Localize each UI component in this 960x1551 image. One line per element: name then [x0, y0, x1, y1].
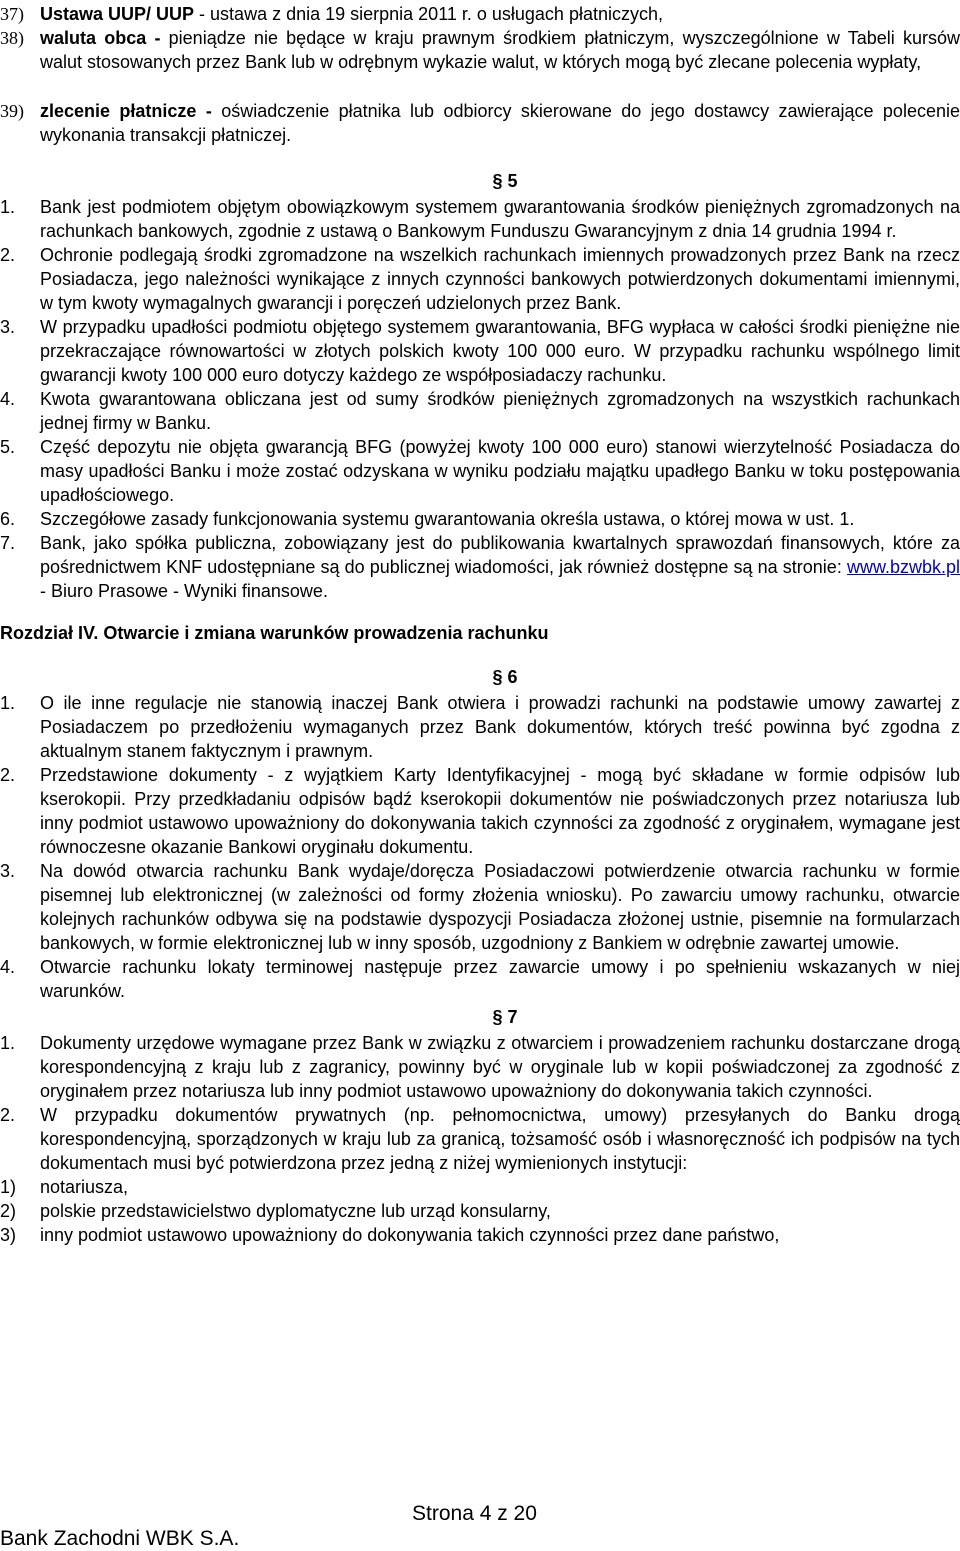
- sub-list-item: [0, 1223, 960, 1247]
- item-number: 1.: [0, 197, 16, 217]
- definition-item: [0, 2, 960, 26]
- list-item: [0, 1103, 960, 1175]
- item-text: Ochronie podlegają środki zgromadzone na wszelkich rachunkach imiennych prowadzonych przez Bank na rzecz Posiadacza, jego należności wynikające z innych czynności bankowych potwierdzonych dokumentami imiennymi, w tym kwoty wymagalnych gwarancji i poręczeń udzielonych przez Bank.: [40, 245, 960, 313]
- item-text: - Biuro Prasowe - Wyniki finansowe.: [40, 581, 328, 601]
- definition-text: pieniądze nie będące w kraju prawnym środkiem płatniczym, wyszczególnione w Tabeli kursów walut stosowanych przez Bank lub w odrębnym wykazie walut, w których mogą być zlecane polecenia wypłaty,: [40, 28, 960, 72]
- footer-bank-name: Bank Zachodni WBK S.A.: [0, 1527, 240, 1550]
- definition-number: 39): [0, 101, 24, 121]
- chapter-heading: Rozdział IV. Otwarcie i zmiana warunków prowadzenia rachunku: [0, 623, 549, 643]
- item-text: W przypadku dokumentów prywatnych (np. pełnomocnictwa, umowy) przesyłanych do Banku drogą korespondencyjną, sporządzonych w kraju lub za granicą, tożsamość osób i własnoręczność ich podpisów na tych dokumentach musi być potwierdzona przez jedną z niżej wymienionych instytucji:: [40, 1105, 960, 1173]
- item-number: 2.: [0, 765, 16, 785]
- item-text: Bank jest podmiotem objętym obowiązkowym systemem gwarantowania środków pieniężnych zgromadzonych na rachunkach bankowych, zgodnie z ustawą o Bankowym Funduszu Gwarancyjnym z dnia 14 grudnia 1994 r.: [40, 197, 960, 241]
- item-text: W przypadku upadłości podmiotu objętego systemem gwarantowania, BFG wypłaca w całości środki pieniężne nie przekraczające równowartości w złotych polskich kwoty 100 000 euro. W przypadku rachunku wspólnego limit gwarancji kwoty 100 000 euro dotyczy każdego ze współposiadaczy rachunku.: [40, 317, 960, 385]
- section-sign: §: [492, 171, 508, 191]
- section-mark-6: [0, 665, 960, 689]
- sub-list-item: [0, 1199, 960, 1223]
- item-number: 2.: [0, 245, 16, 265]
- item-text: Na dowód otwarcia rachunku Bank wydaje/doręcza Posiadaczowi potwierdzenie otwarcia rachunku w formie pisemnej lub elektronicznej (w zależności od formy złożenia wniosku). Po zawarciu umowy rachunku, otwarcie kolejnych rachunków odbywa się na podstawie dyspozycji Posiadacza złożonej ustnie, pisemnie na formularzach bankowych, w formie elektronicznej lub w inny sposób, uzgodniony z Bankiem w odrębnie zawartej umowie.: [40, 861, 960, 953]
- list-item: [0, 859, 960, 955]
- item-number: 5.: [0, 437, 16, 457]
- sub-list-item: [0, 1175, 960, 1199]
- definitions-list: [0, 2, 960, 147]
- item-text: Przedstawione dokumenty - z wyjątkiem Karty Identyfikacyjnej - mogą być składane w formie odpisów lub kserokopii. Przy przedkładaniu odpisów bądź kserokopii dokumentów nie poświadczonych przez notariusza lub inny podmiot ustawowo upoważniony do dokonywania takich czynności za zgodność z oryginałem, wymagane jest równoczesne okazanie Bankowi oryginału dokumentu.: [40, 765, 960, 857]
- sub-item-number: 1): [0, 1177, 17, 1197]
- section-number: 5: [507, 171, 518, 191]
- item-text: Otwarcie rachunku lokaty terminowej następuje przez zawarcie umowy i po spełnieniu wskazanych w niej warunków.: [40, 957, 960, 1001]
- item-text: Bank, jako spółka publiczna, zobowiązany jest do publikowania kwartalnych sprawozdań finansowych, które za pośrednictwem KNF udostępniane są do publicznej wiadomości, jak również dostępne są na stronie:: [40, 533, 960, 577]
- definition-number: 37): [0, 4, 24, 24]
- list-item: [0, 315, 960, 387]
- item-number: 6.: [0, 509, 16, 529]
- section-6-items: [0, 691, 960, 1003]
- section-5-items: [0, 195, 960, 603]
- definition-text: - ustawa z dnia 19 sierpnia 2011 r. o usługach płatniczych,: [194, 4, 663, 24]
- sub-item-number: 2): [0, 1201, 17, 1221]
- list-item: [0, 955, 960, 1003]
- list-item: [0, 435, 960, 507]
- section-7-items: [0, 1031, 960, 1247]
- item-text: Część depozytu nie objęta gwarancją BFG (powyżej kwoty 100 000 euro) stanowi wierzytelność Posiadacza do masy upadłości Banku i może zostać odzyskana w wyniku podziału majątku upadłego Banku w toku postępowania upadłościowego.: [40, 437, 960, 505]
- list-item: [0, 195, 960, 243]
- definition-item: [0, 99, 960, 147]
- bzwbk-website-link[interactable]: www.bzwbk.pl: [846, 557, 960, 577]
- section-number: 6: [507, 667, 518, 687]
- item-number: 3.: [0, 317, 16, 337]
- section-number: 7: [507, 1007, 518, 1027]
- item-number: 4.: [0, 957, 16, 977]
- item-text: Dokumenty urzędowe wymagane przez Bank w związku z otwarciem i prowadzeniem rachunku dostarczane drogą korespondencyjną z kraju lub z zagranicy, powinny być w oryginale lub w kopii poświadczonej za zgodność z oryginałem przez notariusza lub inny podmiot ustawowo upoważniony do dokonywania takich czynności.: [40, 1033, 960, 1101]
- item-number: 3.: [0, 861, 16, 881]
- item-text: O ile inne regulacje nie stanowią inaczej Bank otwiera i prowadzi rachunki na podstawie umowy zawartej z Posiadaczem po przedłożeniu wymaganych przez Bank dokumentów, których treść powinna być zgodna z aktualnym stanem faktycznym i prawnym.: [40, 693, 960, 761]
- section-mark-7: [0, 1005, 960, 1029]
- item-text: Kwota gwarantowana obliczana jest od sumy środków pieniężnych zgromadzonych na wszystkich rachunkach jednej firmy w Banku.: [40, 389, 960, 433]
- list-item: [0, 387, 960, 435]
- definition-item: [0, 26, 960, 74]
- list-item: [0, 691, 960, 763]
- definition-text: oświadczenie płatnika lub odbiorcy skierowane do jego dostawcy zawierające polecenie wykonania transakcji płatniczej.: [40, 101, 960, 145]
- list-item: [0, 1031, 960, 1103]
- list-item: [0, 243, 960, 315]
- sub-item-text: inny podmiot ustawowo upoważniony do dokonywania takich czynności przez dane państwo,: [40, 1225, 780, 1245]
- definition-number: 38): [0, 28, 24, 48]
- definition-term: zlecenie płatnicze -: [40, 101, 212, 121]
- item-number: 1.: [0, 1033, 16, 1053]
- item-number: 7.: [0, 533, 16, 553]
- section-sign: §: [492, 1007, 508, 1027]
- item-text: Szczegółowe zasady funkcjonowania systemu gwarantowania określa ustawa, o której mowa w ust. 1.: [40, 509, 855, 529]
- sub-item-text: polskie przedstawicielstwo dyplomatyczne lub urząd konsularny,: [40, 1201, 551, 1221]
- item-number: 4.: [0, 389, 16, 409]
- section-mark-5: [0, 169, 960, 193]
- sub-item-text: notariusza,: [40, 1177, 129, 1197]
- page-number: Strona 4 z 20: [412, 1502, 537, 1525]
- list-item: [0, 507, 960, 531]
- sub-item-number: 3): [0, 1225, 17, 1245]
- definition-term: waluta obca -: [40, 28, 161, 48]
- definition-term: Ustawa UUP/ UUP: [40, 4, 195, 24]
- section-sign: §: [492, 667, 508, 687]
- list-item: [0, 531, 960, 603]
- item-number: 1.: [0, 693, 16, 713]
- list-item: [0, 763, 960, 859]
- item-number: 2.: [0, 1105, 16, 1125]
